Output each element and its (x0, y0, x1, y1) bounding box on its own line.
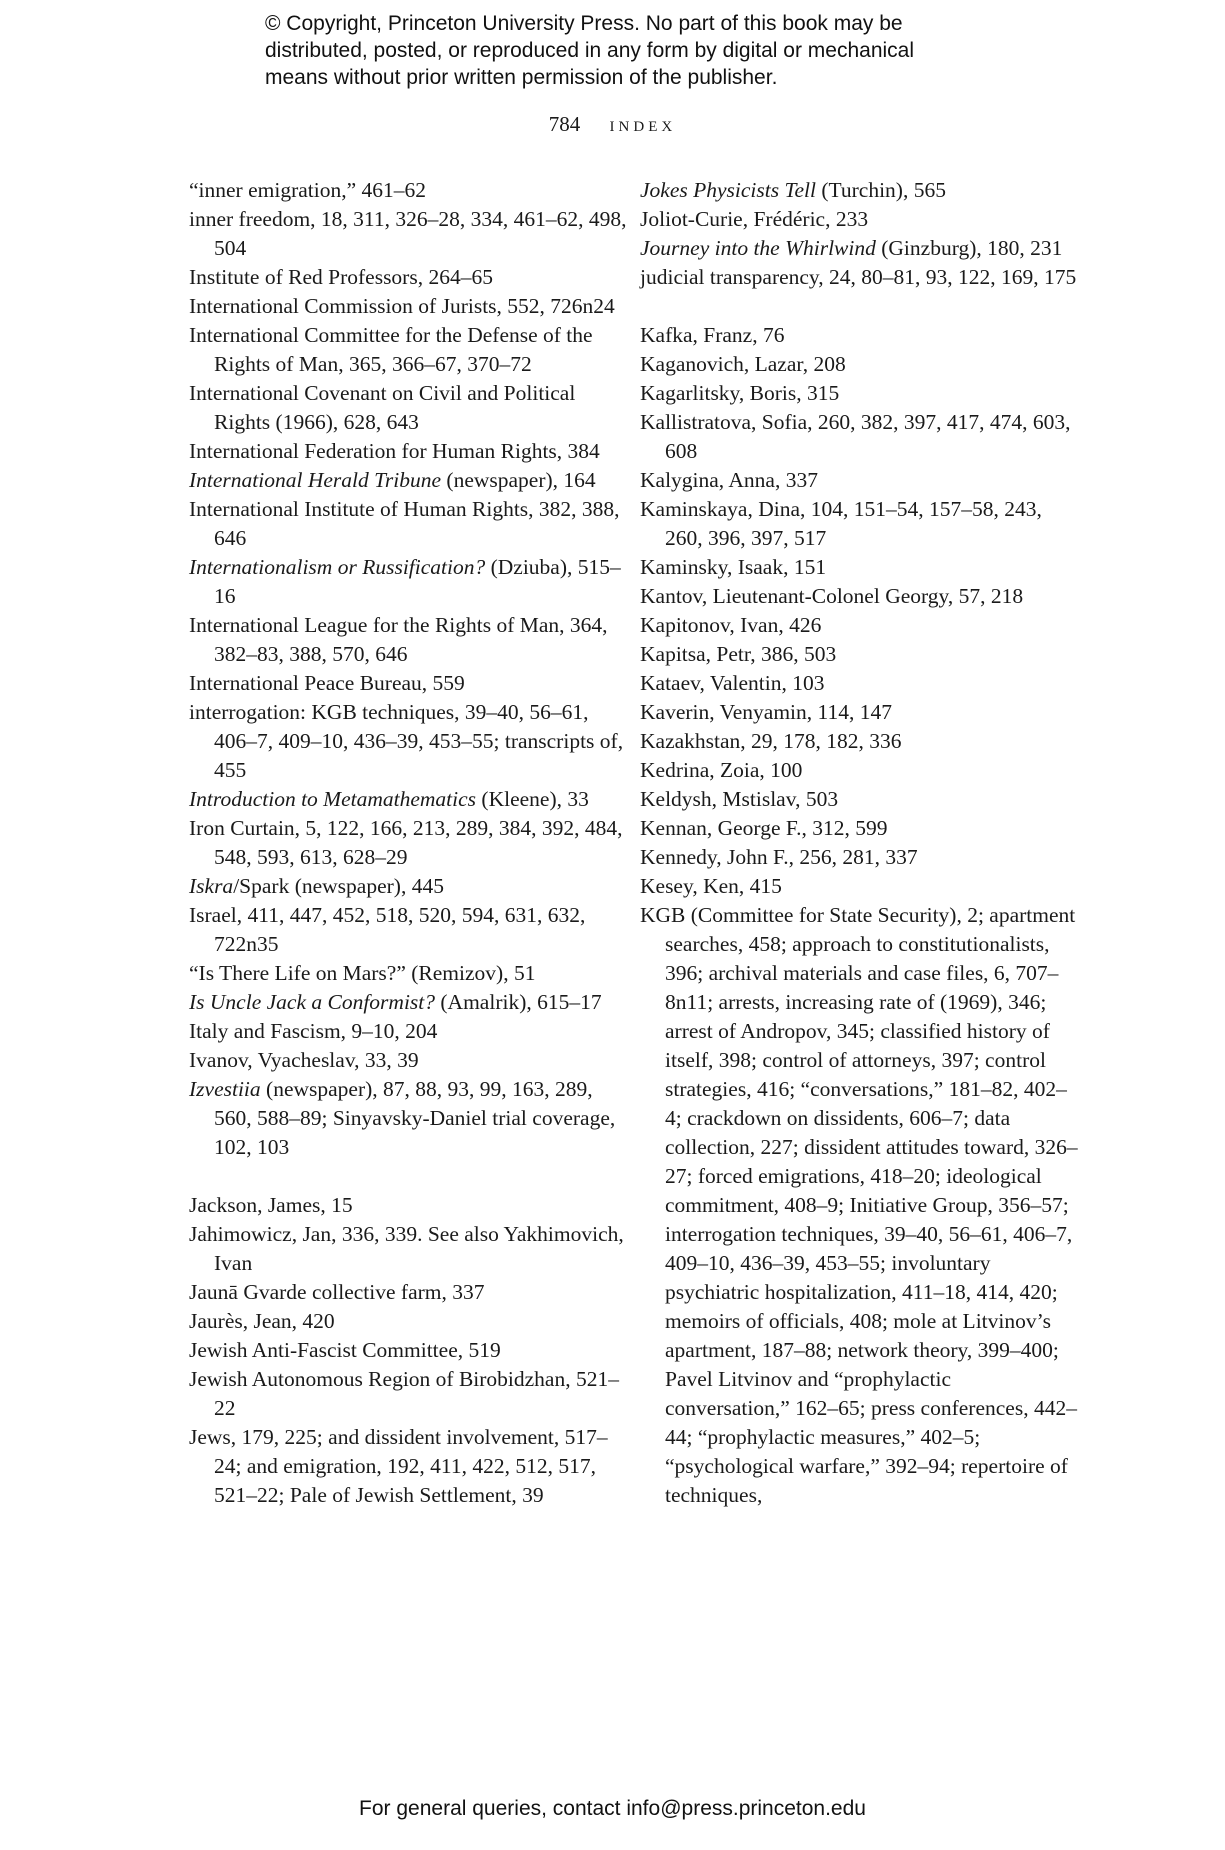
copyright-line: distributed, posted, or reproduced in any form by digital or mechanical (265, 39, 915, 62)
index-entry (640, 408, 1080, 466)
index-entry (640, 379, 1080, 408)
index-entry-text: International Peace Bureau, 559 (189, 671, 465, 695)
index-column-right (640, 176, 1080, 1510)
index-entry (640, 263, 1080, 292)
index-entry-text: International Committee for the Defense of the Rights of Man, 365, 366–67, 370–72 (189, 323, 593, 376)
index-entry (640, 698, 1080, 727)
index-entry-text: Kapitsa, Petr, 386, 503 (640, 642, 837, 666)
index-entry-title: Introduction to Metamathematics (189, 787, 477, 811)
index-entry-text: Kaverin, Venyamin, 114, 147 (640, 700, 892, 724)
index-entry-text: International Federation for Human Rights, 384 (189, 439, 600, 463)
index-entry (189, 1307, 629, 1336)
index-entry (640, 582, 1080, 611)
index-entry-text: Kesey, Ken, 415 (640, 874, 782, 898)
index-entry (189, 1220, 629, 1278)
index-column-left (189, 176, 629, 1510)
index-entry (189, 901, 629, 959)
index-entry-text: Israel, 411, 447, 452, 518, 520, 594, 631, 632, 722n35 (189, 903, 586, 956)
index-entry-title: Is Uncle Jack a Conformist? (189, 990, 436, 1014)
index-entry-text: International Commission of Jurists, 552, 726n24 (189, 294, 615, 318)
index-entry-text: Kallistratova, Sofia, 260, 382, 397, 417, 474, 603, 608 (640, 410, 1071, 463)
index-entry-text: Kennan, George F., 312, 599 (640, 816, 888, 840)
index-entry-text: Kennedy, John F., 256, 281, 337 (640, 845, 918, 869)
index-entry-text: Jackson, James, 15 (189, 1193, 353, 1217)
index-entry-text: (Dziuba), 515–16 (214, 555, 621, 608)
index-entry (189, 814, 629, 872)
footer-contact: For general queries, contact info@press.princeton.edu (359, 1797, 866, 1820)
index-entry (189, 205, 629, 263)
index-entry-text: Institute of Red Professors, 264–65 (189, 265, 493, 289)
index-entry-text: Italy and Fascism, 9–10, 204 (189, 1019, 438, 1043)
index-entry (189, 1075, 629, 1162)
index-entry-text: judicial transparency, 24, 80–81, 93, 122, 169, 175 (640, 265, 1077, 289)
index-entry (189, 988, 629, 1017)
index-entry-text: Iron Curtain, 5, 122, 166, 213, 289, 384, 392, 484, 548, 593, 613, 628–29 (189, 816, 623, 869)
index-entry (640, 611, 1080, 640)
index-entry-text: “inner emigration,” 461–62 (189, 178, 427, 202)
index-entry-text: Jews, 179, 225; and dissident involvement, 517–24; and emigration, 192, 411, 422, 512, 517, 521–22; Pale of Jewish Settlement, 39 (189, 1425, 608, 1507)
copyright-line: means without prior written permission of the publisher. (265, 66, 778, 89)
index-entry (189, 466, 629, 495)
index-entry-text: International Institute of Human Rights, 382, 388, 646 (189, 497, 620, 550)
index-entry-text: Kalygina, Anna, 337 (640, 468, 818, 492)
index-entry (189, 437, 629, 466)
index-entry-text: Kapitonov, Ivan, 426 (640, 613, 822, 637)
index-entry-title: Izvestiia (189, 1077, 261, 1101)
index-entry-text: Joliot-Curie, Frédéric, 233 (640, 207, 869, 231)
index-entry-text: Jewish Anti-Fascist Committee, 519 (189, 1338, 501, 1362)
index-entry (189, 321, 629, 379)
index-entry-title: Journey into the Whirlwind (640, 236, 876, 260)
section-title: index (609, 112, 677, 136)
index-entry (189, 1365, 629, 1423)
index-entry (640, 814, 1080, 843)
index-entry-title: Jokes Physicists Tell (640, 178, 816, 202)
index-entry-text: (newspaper), 164 (441, 468, 596, 492)
index-entry (189, 379, 629, 437)
index-entry (640, 350, 1080, 379)
index-entry-text: interrogation: KGB techniques, 39–40, 56–61, 406–7, 409–10, 436–39, 453–55; transcripts of, 455 (189, 700, 624, 782)
index-entry-text: Kataev, Valentin, 103 (640, 671, 825, 695)
index-entry-text: /Spark (newspaper), 445 (233, 874, 444, 898)
index-entry-text: Jaunā Gvarde collective farm, 337 (189, 1280, 485, 1304)
index-entry (189, 785, 629, 814)
index-entry (640, 176, 1080, 205)
index-entry-text: Jaurès, Jean, 420 (189, 1309, 335, 1333)
index-entry-text: Jewish Autonomous Region of Birobidzhan, 521–22 (189, 1367, 619, 1420)
copyright-notice (265, 10, 1025, 91)
index-entry (189, 292, 629, 321)
page-number: 784 (548, 112, 581, 136)
index-entry (189, 263, 629, 292)
index-entry-title: International Herald Tribune (189, 468, 442, 492)
index-entry-text: International League for the Rights of Man, 364, 382–83, 388, 570, 646 (189, 613, 608, 666)
index-entry (640, 756, 1080, 785)
index-entry-text: Ivanov, Vyacheslav, 33, 39 (189, 1048, 419, 1072)
index-entry-text: (Ginzburg), 180, 231 (875, 236, 1063, 260)
index-entry (640, 466, 1080, 495)
index-entry (189, 872, 629, 901)
index-entry (640, 785, 1080, 814)
index-entry-text: Jahimowicz, Jan, 336, 339. See also Yakhimovich, Ivan (189, 1222, 624, 1275)
index-entry (189, 669, 629, 698)
index-entry-title: Iskra (189, 874, 234, 898)
index-entry-text: inner freedom, 18, 311, 326–28, 334, 461–62, 498, 504 (189, 207, 627, 260)
index-entry (189, 959, 629, 988)
index-entry (189, 698, 629, 785)
index-entry (640, 321, 1080, 350)
index-entry-text: Kagarlitsky, Boris, 315 (640, 381, 840, 405)
index-entry-title: Internationalism or Russification? (189, 555, 486, 579)
index-entry (640, 234, 1080, 263)
index-entry-text: Kafka, Franz, 76 (640, 323, 785, 347)
index-entry (640, 843, 1080, 872)
index-entry (189, 1336, 629, 1365)
index-entry-text: KGB (Committee for State Security), 2; apartment searches, 458; approach to constitutionalists, 396; archival materials and case files, 6, 707–8n11; arrests, increasing rate of (1969), 346; arrest of Andropov, 345; classified history of itself, 398; control of attorneys, 397; control strategies, 416; “conversations,” 181–82, 402–4; crackdown on dissidents, 606–7; data collection, 227; dissident attitudes toward, 326–27; forced emigrations, 418–20; ideological commitment, 408–9; Initiative Group, 356–57; interrogation techniques, 39–40, 56–61, 406–7, 409–10, 436–39, 453–55; involuntary psychiatric hospitalization, 411–18, 414, 420; memoirs of officials, 408; mole at Litvinov’s apartment, 187–88; network theory, 399–400; Pavel Litvinov and “prophylactic conversation,” 162–65; press conferences, 442–44; “prophylactic measures,” 402–5; “psychological warfare,” 392–94; repertoire of techniques, (640, 903, 1078, 1507)
index-entry-text: (Turchin), 565 (815, 178, 946, 202)
index-entry (189, 1278, 629, 1307)
copyright-line: © Copyright, Princeton University Press. No part of this book may be (265, 12, 903, 35)
index-entry-text: (newspaper), 87, 88, 93, 99, 163, 289, 560, 588–89; Sinyavsky-Daniel trial coverage, 102, 103 (214, 1077, 616, 1159)
index-entry-text: Keldysh, Mstislav, 503 (640, 787, 839, 811)
index-entry-text: Kazakhstan, 29, 178, 182, 336 (640, 729, 902, 753)
index-entry (189, 1017, 629, 1046)
index-entry (189, 1423, 629, 1510)
index-entry-text: “Is There Life on Mars?” (Remizov), 51 (189, 961, 536, 985)
index-entry-text: (Amalrik), 615–17 (435, 990, 602, 1014)
index-entry (640, 553, 1080, 582)
index-entry (640, 669, 1080, 698)
index-entry (640, 901, 1080, 1510)
index-entry-text: Kaminskaya, Dina, 104, 151–54, 157–58, 243, 260, 396, 397, 517 (640, 497, 1042, 550)
index-entry (189, 1191, 629, 1220)
index-entry (189, 611, 629, 669)
index-entry (640, 872, 1080, 901)
running-head (0, 111, 1225, 138)
index-entry-text: Kaganovich, Lazar, 208 (640, 352, 846, 376)
index-entry (189, 495, 629, 553)
index-entry-text: Kantov, Lieutenant-Colonel Georgy, 57, 218 (640, 584, 1024, 608)
index-entry-text: Kedrina, Zoia, 100 (640, 758, 803, 782)
index-entry-text: (Kleene), 33 (476, 787, 589, 811)
index-entry (189, 553, 629, 611)
index-entry (640, 640, 1080, 669)
index-entry-text: International Covenant on Civil and Political Rights (1966), 628, 643 (189, 381, 576, 434)
index-entry (640, 727, 1080, 756)
index-entry-text: Kaminsky, Isaak, 151 (640, 555, 827, 579)
index-entry (640, 205, 1080, 234)
index-entry (640, 495, 1080, 553)
index-entry (189, 176, 629, 205)
index-entry (189, 1046, 629, 1075)
